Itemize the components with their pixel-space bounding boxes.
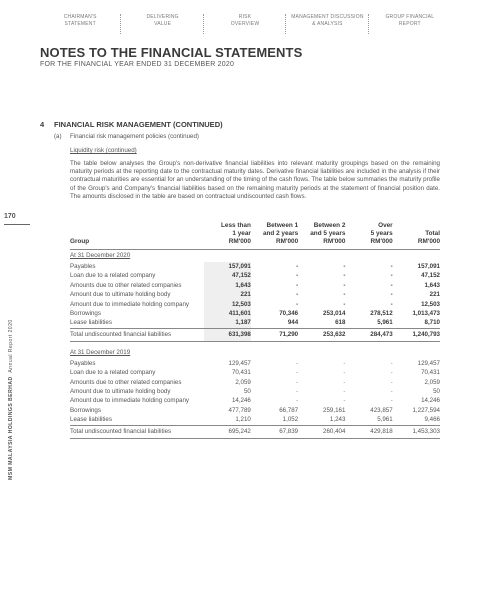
cell-value: - [296,369,299,377]
column-header: Over 5 years RM'000 [345,222,392,250]
cell-value: 14,246 [421,397,440,405]
top-navigation [40,14,450,36]
nav-group-financial-report[interactable] [370,14,450,36]
cell-value: - [343,378,346,386]
subsection-title: Financial risk management policies (continued) [70,133,199,140]
column-header: Total RM'000 [393,222,440,250]
period-label: At 31 December 2019 [70,349,131,357]
row-label: Loan due to a related company [70,369,156,377]
cell-value: - [390,378,393,386]
table-row [70,300,440,309]
cell-value: 1,643 [204,281,251,290]
cell-value: 1,243 [329,416,346,424]
cell-value: 70,431 [421,369,440,377]
nav-label-line2: STATEMENT [64,20,96,27]
cell-value: 2,059 [424,378,440,386]
nav-management-discussion[interactable] [287,14,367,36]
cell-value: - [343,281,346,289]
column-header: Between 1 and 2 years RM'000 [251,222,298,250]
cell-value: 260,404 [298,425,345,438]
cell-value: - [390,388,393,396]
cell-value: - [390,397,393,405]
cell-value: 1,643 [424,281,440,289]
cell-value: - [296,378,299,386]
page-number-rule [4,224,30,225]
cell-value: 66,787 [279,406,299,414]
period-row [70,250,440,263]
cell-value: 157,091 [417,263,440,270]
cell-value: 1,052 [282,416,299,424]
table-row [70,396,440,405]
nav-risk-overview[interactable] [205,14,285,36]
description-paragraph: The table below analyses the Group's non-derivative financial liabilities into relevant maturity groupings based on the remaining maturity periods at the reporting date to the contractual maturity dates. Derivative financial liabilities are included in the analysis if their contractual maturities are essential for an understanding of the timing of the cash flows. The table below summaries the maturity profile of the Group's and Company's financial liabilities based on the remaining maturity periods at the statement of financial position date. The amounts disclosed in the table are based on contractual undiscounted cash flows. [70,160,440,200]
table-row [70,406,440,415]
cell-value: - [390,291,393,299]
cell-value: - [296,388,299,396]
row-label: Loan due to a related company [70,272,156,280]
table-row [70,415,440,425]
cell-value: 67,839 [251,425,298,438]
cell-value: - [296,397,299,405]
cell-value: 429,818 [345,425,392,438]
nav-label-line2: VALUE [154,20,172,27]
row-label: Borrowings [70,310,101,318]
nav-label-line2: REPORT [398,20,421,27]
cell-value: 631,398 [204,328,251,341]
row-label: Amount due to immediate holding company [70,300,190,308]
row-label: Total undiscounted financial liabilities [70,328,204,341]
cell-value: - [390,359,393,367]
cell-value: 1,453,303 [393,425,440,438]
table-body-2019 [70,341,440,438]
section-title: FINANCIAL RISK MANAGEMENT (CONTINUED) [54,120,223,129]
row-label: Amounts due to other related companies [70,378,182,386]
cell-value: - [343,272,346,280]
row-label: Lease liabilities [70,416,112,424]
section-number: 4 [40,120,45,129]
cell-value: 129,457 [417,359,440,367]
cell-value: 221 [429,291,440,299]
cell-value: - [343,369,346,377]
cell-value: 695,242 [204,425,251,438]
cell-value: - [296,300,299,308]
group-header: Group [70,222,204,250]
nav-label-line1: CHAIRMAN'S [63,14,97,20]
table-row [70,290,440,299]
cell-value: 70,431 [231,369,251,377]
column-header: Between 2 and 5 years RM'000 [298,222,345,250]
cell-value: - [296,281,299,289]
cell-value: 47,152 [421,272,440,280]
row-label: Borrowings [70,406,101,414]
period-row [70,347,440,359]
side-report-name: Annual Report 2020 [8,319,14,373]
cell-value: 70,346 [279,310,299,318]
cell-value: 8,710 [424,319,440,327]
cell-value: 12,503 [421,300,440,308]
cell-value: 129,457 [228,359,251,367]
cell-value: 944 [287,319,299,327]
cell-value: - [343,263,346,270]
row-label: Payables [70,359,96,367]
subsection-label: (a) [54,133,62,140]
cell-value: 50 [433,388,440,396]
cell-value: - [390,263,393,270]
total-row [70,328,440,341]
cell-value: 12,503 [204,300,251,309]
row-label: Total undiscounted financial liabilities [70,425,204,438]
side-company-name: MSM MALAYSIA HOLDINGS BERHAD [8,376,14,480]
cell-value: 71,290 [251,328,298,341]
cell-value: 1,227,594 [412,406,440,414]
cell-value: - [343,359,346,367]
maturity-table [70,222,440,439]
cell-value: 278,512 [370,310,393,318]
total-row [70,425,440,438]
cell-value: 5,961 [377,319,393,327]
cell-value: 259,161 [323,406,346,414]
cell-value: 14,246 [231,397,251,405]
cell-value: - [343,397,346,405]
cell-value: - [296,272,299,280]
cell-value: - [343,388,346,396]
cell-value: 253,014 [323,310,346,318]
page-subtitle: FOR THE FINANCIAL YEAR ENDED 31 DECEMBER 2020 [40,61,235,68]
cell-value: 221 [204,290,251,299]
nav-label-line1: DELIVERING [146,14,179,20]
cell-value: 50 [243,388,251,396]
cell-value: 5,961 [377,416,393,424]
nav-delivering-value[interactable] [122,14,202,36]
cell-value: 2,059 [235,378,251,386]
row-label: Amounts due to other related companies [70,281,182,289]
row-label: Payables [70,263,96,270]
page-number: 170 [4,213,16,220]
nav-label-line2: & ANALYSIS [312,20,343,27]
cell-value: 157,091 [204,262,251,271]
page-title: NOTES TO THE FINANCIAL STATEMENTS [40,45,303,60]
table-row [70,281,440,290]
cell-value: - [296,263,299,270]
cell-value: 253,632 [298,328,345,341]
cell-value: 1,240,793 [393,328,440,341]
period-label: At 31 December 2020 [70,252,131,260]
column-header: Less than 1 year RM'000 [204,222,251,250]
liquidity-risk-heading: Liquidity risk (continued) [70,147,137,154]
cell-value: 411,601 [204,309,251,318]
table-row [70,309,440,318]
cell-value: - [343,291,346,299]
cell-value: 9,466 [424,416,440,424]
row-label: Amount due to immediate holding company [70,397,190,405]
cell-value: - [296,291,299,299]
row-label: Amount due to ultimate holding body [70,388,171,396]
cell-value: - [390,272,393,280]
table-header-row [70,222,440,250]
cell-value: 284,473 [345,328,392,341]
cell-value: 423,857 [370,406,393,414]
table-row [70,368,440,377]
cell-value: - [343,300,346,308]
nav-label-line1: GROUP FINANCIAL [385,14,435,20]
cell-value: 1,187 [204,318,251,328]
cell-value: - [390,300,393,308]
row-label: Lease liabilities [70,319,112,327]
nav-label-line1: MANAGEMENT DISCUSSION [291,14,364,20]
cell-value: 1,210 [235,416,251,424]
nav-label-line1: RISK [238,14,252,20]
cell-value: - [390,369,393,377]
table-body-2020 [70,250,440,342]
nav-label-line2: OVERVIEW [230,20,260,27]
cell-value: - [390,281,393,289]
cell-value: 1,013,473 [412,310,440,318]
cell-value: 47,152 [204,271,251,280]
cell-value: 477,789 [228,406,251,414]
table-row [70,359,440,368]
table-row [70,378,440,387]
table-row [70,262,440,271]
cell-value: 618 [335,319,346,327]
nav-chairmans-statement[interactable] [40,14,120,36]
cell-value: - [296,359,299,367]
table-row [70,318,440,328]
table-row [70,387,440,396]
table-row [70,271,440,280]
row-label: Amount due to ultimate holding body [70,291,171,299]
